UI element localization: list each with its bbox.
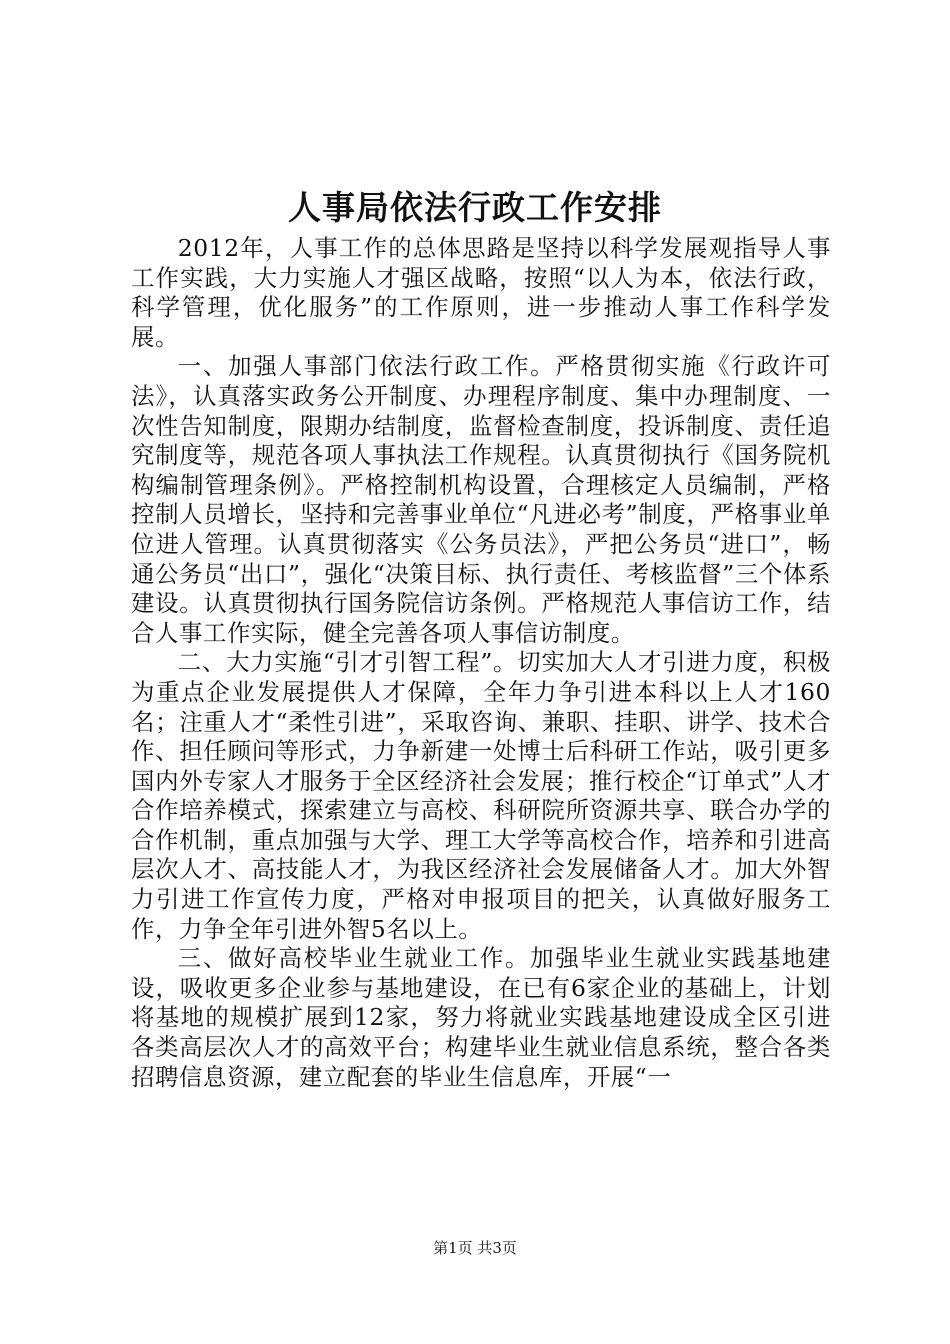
paragraph-intro: 2012年，人事工作的总体思路是坚持以科学发展观指导人事工作实践，大力实施人才强区战略，按照“以人为本，依法行政，科学管理，优化服务”的工作原则，进一步推动人事工作科学发展。 bbox=[131, 234, 831, 351]
paragraph-section-3: 三、做好高校毕业生就业工作。加强毕业生就业实践基地建设，吸收更多企业参与基地建设，在已有6家企业的基础上，计划将基地的规模扩展到12家，努力将就业实践基地建设成全区引进各类高层次人才的高效平台；构建毕业生就业信息系统，整合各类招聘信息资源，建立配套的毕业生信息库，开展“一 bbox=[131, 944, 831, 1091]
paragraph-section-1: 一、加强人事部门依法行政工作。严格贯彻实施《行政许可法》，认真落实政务公开制度、办理程序制度、集中办理制度、一次性告知制度，限期办结制度，监督检查制度，投诉制度、责任追究制度等，规范各项人事执法工作规程。认真贯彻执行《国务院机构编制管理条例》。严格控制机构设置，合理核定人员编制，严格控制人员增长，坚持和完善事业单位“凡进必考”制度，严格事业单位进人管理。认真贯彻落实《公务员法》，严把公务员“进口”，畅通公务员“出口”，强化“决策目标、执行责任、考核监督”三个体系建设。认真贯彻执行国务院信访条例。严格规范人事信访工作，结合人事工作实际，健全完善各项人事信访制度。 bbox=[131, 352, 831, 647]
document-title: 人事局依法行政工作安排 bbox=[288, 188, 662, 227]
page-footer: 第1页 共3页 bbox=[433, 1239, 517, 1257]
document-body bbox=[131, 234, 831, 1092]
paragraph-section-2: 二、大力实施“引才引智工程”。切实加大人才引进力度，积极为重点企业发展提供人才保障，全年力争引进本科以上人才160名；注重人才“柔性引进”，采取咨询、兼职、挂职、讲学、技术合作、担任顾问等形式，力争新建一处博士后科研工作站，吸引更多国内外专家人才服务于全区经济社会发展；推行校企“订单式”人才合作培养模式，探索建立与高校、科研院所资源共享、联合办学的合作机制，重点加强与大学、理工大学等高校合作，培养和引进高层次人才、高技能人才，为我区经济社会发展储备人才。加大外智力引进工作宣传力度，严格对申报项目的把关，认真做好服务工作，力争全年引进外智5名以上。 bbox=[131, 648, 831, 943]
